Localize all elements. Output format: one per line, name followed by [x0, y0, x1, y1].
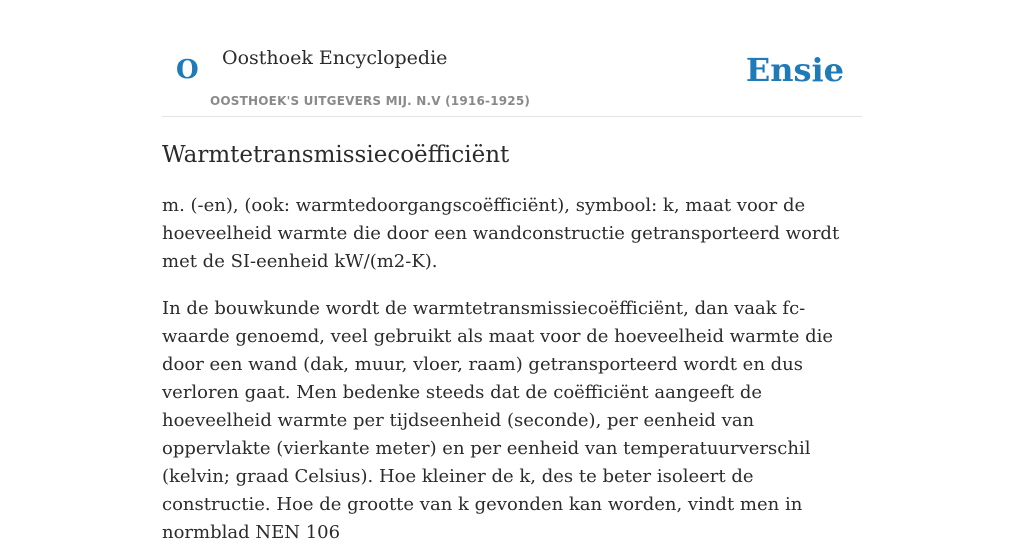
brand-logo[interactable]: Ensie — [745, 51, 844, 89]
entry-title: Warmtetransmissiecoëfficiënt — [162, 142, 510, 168]
source-logo[interactable]: O — [176, 55, 199, 85]
page — [162, 0, 862, 543]
entry-paragraph-body: In de bouwkunde wordt de warmtetransmissiecoëfficiënt, dan vaak fc-waarde genoemd, veel gebruikt als maat voor de hoeveelheid warmte die door een wand (dak, muur, vloer, raam) getransporteerd wordt en dus verloren gaat. Men bedenke steeds dat de coëfficiënt aangeeft de hoeveelheid warmte per tijdseenheid (seconde), per eenheid van oppervlakte (vierkante meter) en per eenheid van temperatuurverschil (kelvin; graad Celsius). Hoe kleiner de k, des te beter isoleert de constructie. Hoe de grootte van k gevonden kan worden, vindt men in normblad NEN 106 — [162, 298, 834, 543]
source-subtitle: OOSTHOEK'S UITGEVERS MIJ. N.V (1916-1925) — [210, 94, 531, 108]
source-title[interactable]: Oosthoek Encyclopedie — [222, 47, 448, 69]
entry-paragraph-definition: m. (-en), (ook: warmtedoorgangscoëfficiënt), symbool: k, maat voor de hoeveelheid warmte die door een wandconstructie getransporteerd wordt met de SI-eenheid kW/(m2-K). — [162, 195, 840, 272]
source-header — [162, 0, 862, 117]
